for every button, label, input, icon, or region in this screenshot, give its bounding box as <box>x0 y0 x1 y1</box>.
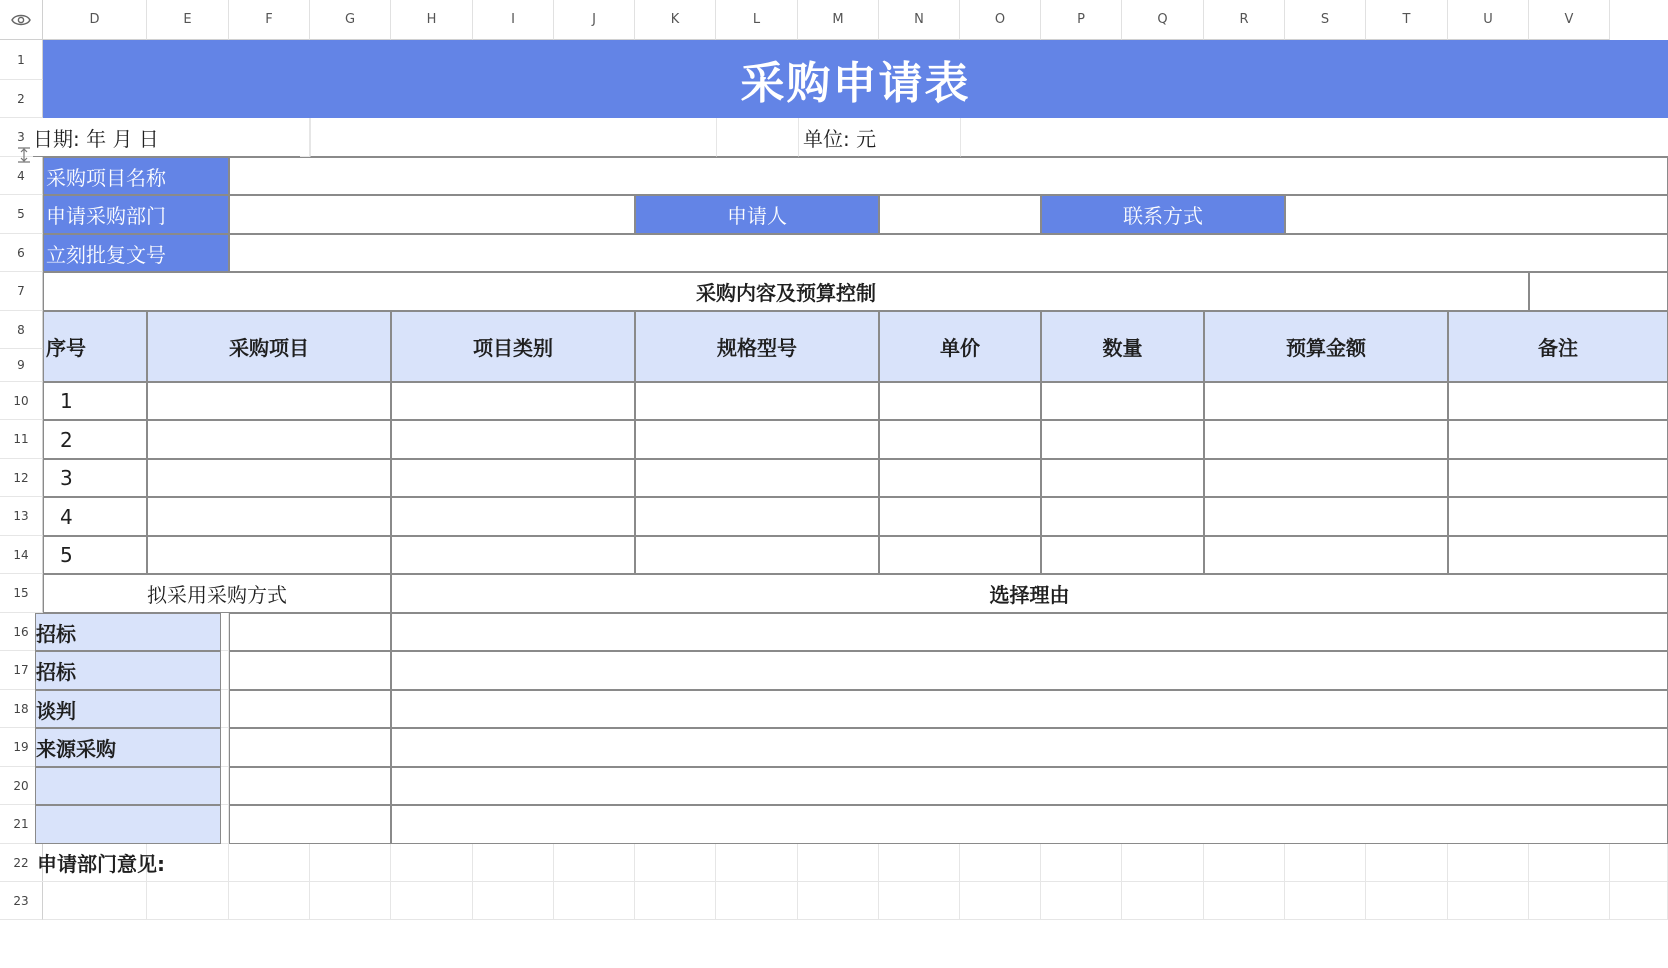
method-option[interactable] <box>35 805 221 844</box>
table-header-6[interactable]: 预算金额 <box>1204 311 1448 382</box>
table-cell[interactable] <box>879 382 1041 420</box>
table-cell[interactable] <box>879 420 1041 459</box>
grid-cell <box>716 844 798 882</box>
reason-input[interactable] <box>391 651 1668 690</box>
grid-cell <box>1285 844 1366 882</box>
method-option[interactable]: 谈判 <box>35 690 221 728</box>
grid-cell <box>310 844 391 882</box>
column-header-i[interactable]: I <box>473 0 554 40</box>
reason-input[interactable] <box>391 805 1668 844</box>
row-header-10[interactable]: 10 <box>0 382 43 420</box>
grid-cell <box>1448 844 1529 882</box>
grid-cell <box>391 882 473 920</box>
reason-label[interactable]: 选择理由 <box>391 574 1668 613</box>
reason-input[interactable] <box>391 613 1668 651</box>
table-cell[interactable] <box>1041 459 1204 497</box>
cell-area[interactable] <box>33 40 1668 968</box>
row-header-20[interactable]: 20 <box>0 767 43 805</box>
applicant-input[interactable] <box>879 195 1041 234</box>
grid-cell <box>798 844 879 882</box>
row-header-23[interactable]: 23 <box>0 882 43 920</box>
grid-cell <box>879 882 960 920</box>
grid-cell <box>635 882 716 920</box>
approval-label[interactable]: 立刻批复文号 <box>43 234 229 272</box>
table-cell[interactable] <box>391 382 635 420</box>
unit-label[interactable]: 单位: 元 <box>798 118 960 157</box>
row-header-4[interactable]: 4 <box>0 157 43 195</box>
table-cell[interactable] <box>1041 382 1204 420</box>
blank-r3[interactable] <box>716 118 798 157</box>
row-header-19[interactable]: 19 <box>0 728 43 767</box>
project-name-input[interactable] <box>229 157 1668 195</box>
table-cell[interactable] <box>879 459 1041 497</box>
table-cell[interactable] <box>635 536 879 574</box>
grid-cell <box>229 844 310 882</box>
table-header-5[interactable]: 数量 <box>1041 311 1204 382</box>
method-check[interactable] <box>229 613 391 651</box>
unit-value[interactable] <box>960 118 1668 157</box>
department-input[interactable] <box>229 195 635 234</box>
table-cell[interactable] <box>1448 459 1668 497</box>
table-header-1[interactable]: 采购项目 <box>147 311 391 382</box>
table-cell[interactable] <box>1041 536 1204 574</box>
column-header-f[interactable]: F <box>229 0 310 40</box>
row-header-22[interactable]: 22 <box>0 844 43 882</box>
reason-input[interactable] <box>391 690 1668 728</box>
department-label[interactable]: 申请采购部门 <box>43 195 229 234</box>
table-cell[interactable] <box>391 497 635 536</box>
table-cell[interactable] <box>1204 420 1448 459</box>
row-number[interactable]: 3 <box>43 459 147 497</box>
grid-cell <box>879 844 960 882</box>
grid-cell <box>1122 844 1204 882</box>
column-header-e[interactable]: E <box>147 0 229 40</box>
column-header-g[interactable]: G <box>310 0 391 40</box>
column-header-n[interactable]: N <box>879 0 960 40</box>
column-header-q[interactable]: Q <box>1122 0 1204 40</box>
row-number[interactable]: 4 <box>43 497 147 536</box>
table-cell[interactable] <box>1448 382 1668 420</box>
column-header-l[interactable]: L <box>716 0 798 40</box>
table-cell[interactable] <box>879 497 1041 536</box>
method-check[interactable] <box>229 805 391 844</box>
row-header-5[interactable]: 5 <box>0 195 43 234</box>
column-header-k[interactable]: K <box>635 0 716 40</box>
grid-cell <box>473 844 554 882</box>
table-cell[interactable] <box>147 420 391 459</box>
column-header-d[interactable]: D <box>43 0 147 40</box>
column-header-m[interactable]: M <box>798 0 879 40</box>
table-cell[interactable] <box>1041 497 1204 536</box>
row-header-6[interactable]: 6 <box>0 234 43 272</box>
method-check[interactable] <box>229 728 391 767</box>
table-cell[interactable] <box>1041 420 1204 459</box>
row-header-9[interactable]: 9 <box>0 349 43 382</box>
row-number[interactable]: 2 <box>43 420 147 459</box>
grid-cell <box>1448 882 1529 920</box>
grid-cell <box>960 844 1041 882</box>
grid-cell <box>1610 882 1668 920</box>
row-header-1[interactable]: 1 <box>0 40 43 80</box>
row-header-2[interactable]: 2 <box>0 80 43 118</box>
method-label[interactable]: 拟采用采购方式 <box>43 574 391 613</box>
project-name-label[interactable]: 采购项目名称 <box>43 157 229 195</box>
row-header-18[interactable]: 18 <box>0 690 43 728</box>
dept-opinion-label[interactable]: 申请部门意见: <box>37 844 223 882</box>
grid-cell <box>391 844 473 882</box>
row-header-12[interactable]: 12 <box>0 459 43 497</box>
grid-cell <box>1122 882 1204 920</box>
grid-cell <box>1366 844 1448 882</box>
grid-cell <box>147 882 229 920</box>
method-check[interactable] <box>229 690 391 728</box>
grid-cell <box>1366 882 1448 920</box>
table-cell[interactable] <box>391 459 635 497</box>
row-header-3[interactable]: 3 <box>0 118 43 157</box>
column-header-t[interactable]: T <box>1366 0 1448 40</box>
column-header-p[interactable]: P <box>1041 0 1122 40</box>
column-header-v[interactable]: V <box>1529 0 1610 40</box>
table-cell[interactable] <box>879 536 1041 574</box>
grid-cell <box>716 882 798 920</box>
grid-cell <box>310 882 391 920</box>
grid-cell <box>798 882 879 920</box>
table-cell[interactable] <box>1204 459 1448 497</box>
table-cell[interactable] <box>391 536 635 574</box>
table-cell[interactable] <box>635 382 879 420</box>
date-value[interactable] <box>310 118 716 157</box>
table-header-0[interactable]: 序号 <box>43 311 147 382</box>
column-header-o[interactable]: O <box>960 0 1041 40</box>
grid-cell <box>1204 844 1285 882</box>
approval-input[interactable] <box>229 234 1668 272</box>
row-header-7[interactable]: 7 <box>0 272 43 311</box>
grid-cell <box>1610 844 1668 882</box>
date-label[interactable]: 日期: 年 月 日 <box>33 118 300 157</box>
table-header-4[interactable]: 单价 <box>879 311 1041 382</box>
grid-cell <box>1041 844 1122 882</box>
row-header-15[interactable]: 15 <box>0 574 43 613</box>
method-check[interactable] <box>229 651 391 690</box>
section-title[interactable]: 采购内容及预算控制 <box>43 272 1529 311</box>
table-cell[interactable] <box>1448 497 1668 536</box>
method-option[interactable]: 来源采购 <box>35 728 221 767</box>
form-title[interactable]: 采购申请表 <box>43 40 1668 118</box>
table-cell[interactable] <box>635 420 879 459</box>
grid-cell <box>1041 882 1122 920</box>
row-number[interactable]: 5 <box>43 536 147 574</box>
column-header-u[interactable]: U <box>1448 0 1529 40</box>
table-cell[interactable] <box>1204 382 1448 420</box>
row-header-13[interactable]: 13 <box>0 497 43 536</box>
table-cell[interactable] <box>1204 536 1448 574</box>
section-blank[interactable] <box>1529 272 1668 311</box>
table-cell[interactable] <box>635 459 879 497</box>
table-header-7[interactable]: 备注 <box>1448 311 1668 382</box>
grid-cell <box>43 882 147 920</box>
grid-cell <box>960 882 1041 920</box>
row-header-14[interactable]: 14 <box>0 536 43 574</box>
grid-cell <box>1285 882 1366 920</box>
row-header-8[interactable]: 8 <box>0 311 43 349</box>
table-cell[interactable] <box>147 536 391 574</box>
table-header-3[interactable]: 规格型号 <box>635 311 879 382</box>
row-header-17[interactable]: 17 <box>0 651 43 690</box>
reason-input[interactable] <box>391 767 1668 805</box>
applicant-label[interactable]: 申请人 <box>635 195 879 234</box>
table-cell[interactable] <box>147 382 391 420</box>
row-number[interactable]: 1 <box>43 382 147 420</box>
column-header-s[interactable]: S <box>1285 0 1366 40</box>
grid-cell <box>229 882 310 920</box>
grid-cell <box>1204 882 1285 920</box>
table-cell[interactable] <box>1448 536 1668 574</box>
method-check[interactable] <box>229 767 391 805</box>
grid-cell <box>554 844 635 882</box>
method-option[interactable]: 招标 <box>35 651 221 690</box>
method-option[interactable] <box>35 767 221 805</box>
column-header-r[interactable]: R <box>1204 0 1285 40</box>
table-cell[interactable] <box>635 497 879 536</box>
table-cell[interactable] <box>147 497 391 536</box>
row-header-16[interactable]: 16 <box>0 613 43 651</box>
row-header-11[interactable]: 11 <box>0 420 43 459</box>
table-header-2[interactable]: 项目类别 <box>391 311 635 382</box>
table-cell[interactable] <box>1448 420 1668 459</box>
contact-input[interactable] <box>1285 195 1668 234</box>
column-header-h[interactable]: H <box>391 0 473 40</box>
grid-cell <box>635 844 716 882</box>
reason-input[interactable] <box>391 728 1668 767</box>
contact-label[interactable]: 联系方式 <box>1041 195 1285 234</box>
table-cell[interactable] <box>391 420 635 459</box>
grid-cell <box>1529 844 1610 882</box>
grid-cell <box>1529 882 1610 920</box>
method-option[interactable]: 招标 <box>35 613 221 651</box>
table-cell[interactable] <box>1204 497 1448 536</box>
row-header-21[interactable]: 21 <box>0 805 43 844</box>
grid-cell <box>473 882 554 920</box>
table-cell[interactable] <box>147 459 391 497</box>
grid-cell <box>554 882 635 920</box>
column-header-j[interactable]: J <box>554 0 635 40</box>
